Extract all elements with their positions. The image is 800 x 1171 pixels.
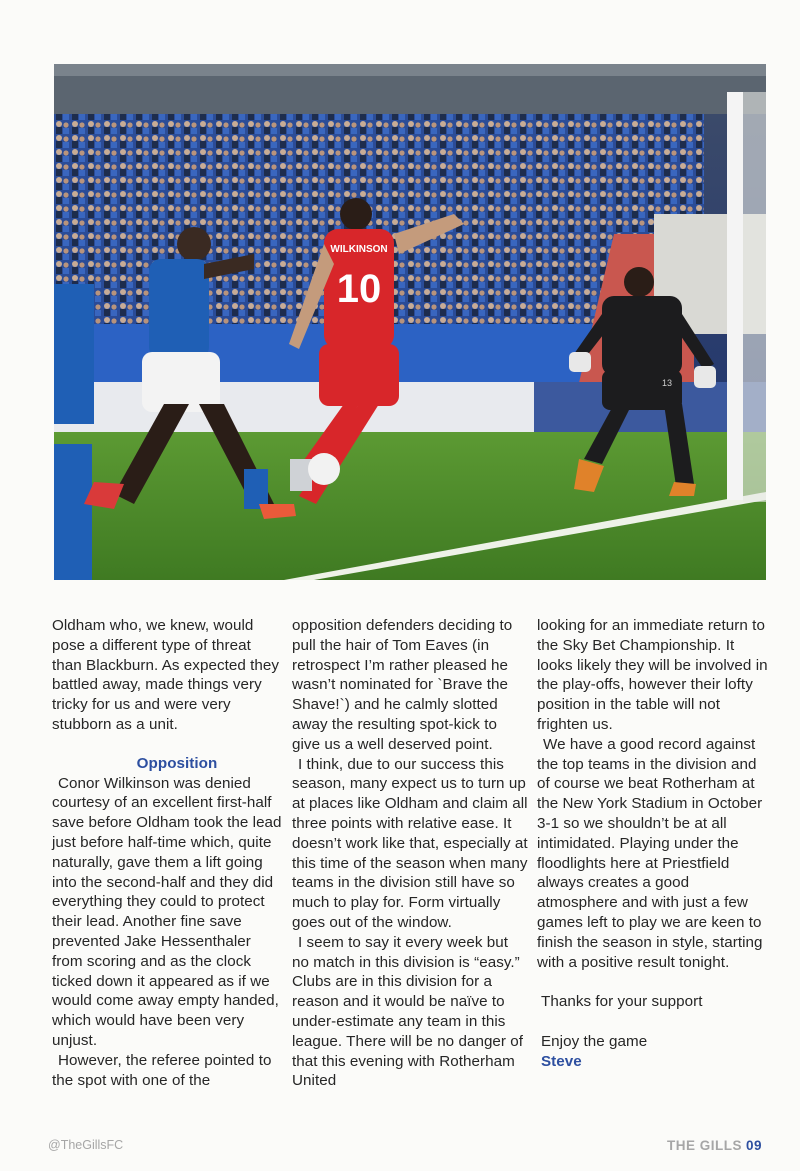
paragraph: opposition defenders deciding to pull the hair of Tom Eaves (in retrospect I’m rather pleased he wasn’t nominated for `Brave the Shave!`) and he calmly slotted away the resulting spot-kick to give us a well deserved point. <box>292 617 513 753</box>
match-photo <box>54 64 766 580</box>
shirt-name: WILKINSON <box>330 244 388 255</box>
paragraph: However, the referee pointed to the spot with one of the <box>52 1051 272 1089</box>
paragraph: I seem to say it every week but no match in this division is “easy.” Clubs are in this division for a reason and it would be naïve to under-estimate any team in this league. There will be no danger of that this evening with Rotherham United <box>292 933 524 1090</box>
enjoy-line: Enjoy the game <box>541 1032 648 1050</box>
magazine-title: THE GILLS <box>666 1138 742 1153</box>
article-column-2 <box>292 616 528 1091</box>
section-heading: Opposition <box>136 754 218 772</box>
paragraph: Conor Wilkinson was denied courtesy of an excellent first-half save before Oldham took the lead just before half-time which, quite naturally, gave them a lift going into the second-half and they did everything they could to protect their lead. Another fine save prevented Jake Hessenthaler from scoring and as the clock ticked down it appeared as if we would come away empty handed, which would have been very unjust. <box>52 774 282 1049</box>
paragraph: looking for an immediate return to the Sky Bet Championship. It looks likely they will be involved in the play-offs, however their lofty position in the table will not frighten us. <box>537 617 768 733</box>
page-number: 09 <box>745 1138 762 1153</box>
paragraph: We have a good record against the top teams in the division and of course we beat Rotherham at the New York Stadium in October 3-1 so we shouldn’t be at all intimidated. Playing under the floodlights here at Priestfield always creates a good atmosphere and with just a few games left to play we are keen to finish the season in style, starting with a positive result tonight. <box>537 735 763 971</box>
paragraph: Oldham who, we knew, would pose a different type of threat than Blackburn. As expected they battled away, made things very tricky for us and were very stubborn as a unit. <box>52 617 280 733</box>
twitter-handle: @TheGillsFC <box>48 1138 124 1152</box>
thanks-line: Thanks for your support <box>541 993 703 1011</box>
article-column-1 <box>52 616 282 1090</box>
shirt-number: 10 <box>336 267 382 311</box>
page-footer <box>667 1138 762 1153</box>
signature: Steve <box>541 1052 582 1070</box>
article-column-3 <box>537 616 769 1071</box>
paragraph: I think, due to our success this season, many expect us to turn up at places like Oldham and claim all three points with relative ease. It doesn’t work like that, especially at this time of the season when many teams in the division still have so much to play for. Form virtually goes out of the window. <box>292 755 528 931</box>
keeper-number: 13 <box>662 378 673 388</box>
